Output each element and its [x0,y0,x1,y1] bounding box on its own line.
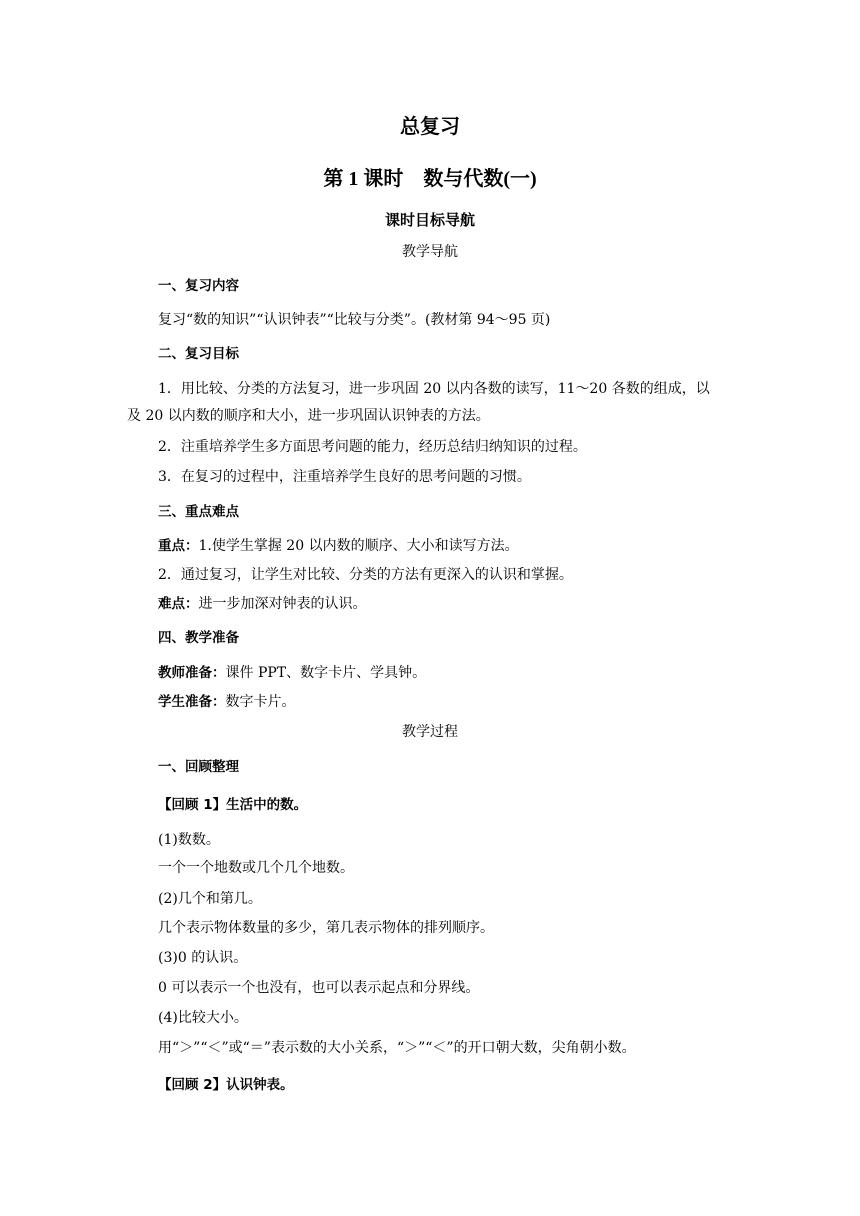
nav-heading: 课时目标导航 [384,211,475,229]
goal3: 3．在复习的过程中，注重培养学生良好的思考问题的习惯。 [158,469,531,485]
section1-heading: 一、复习内容 [158,278,239,294]
review-item2-title: (2)几个和第几。 [158,891,262,907]
section1-text: 复习“数的知识”“认识钟表”“比较与分类”。(教材第 94～95 页) [158,312,551,328]
review-item1-title: (1)数数。 [158,832,220,848]
review1-heading: 【回顾 1】生活中的数。 [158,797,308,813]
teaching-nav-label: 教学导航 [402,244,458,260]
review-item3-text: 0 可以表示一个也没有，也可以表示起点和分界线。 [158,980,480,996]
student-label: 学生准备： [158,694,226,710]
key-label: 重点： [158,538,199,554]
review-item1-text: 一个一个地数或几个几个地数。 [158,860,354,876]
goal2: 2．注重培养学生多方面思考问题的能力，经历总结归纳知识的过程。 [158,439,587,455]
teacher-text: 课件 PPT、数字卡片、学具钟。 [225,665,427,681]
review-item3-title: (3)0 的认识。 [158,950,248,966]
teacher-label: 教师准备： [158,665,226,681]
key-point [158,536,519,556]
section2-heading: 二、复习目标 [158,346,239,362]
difficulty [158,594,367,614]
lesson-title: 第 1 课时 数与代数(一) [323,168,537,190]
key-point-2: 2．通过复习，让学生对比较、分类的方法有更深入的认识和掌握。 [158,567,573,583]
student-prep [158,692,296,712]
difficulty-label: 难点： [158,596,199,612]
goal1-line1: 1．用比较、分类的方法复习，进一步巩固 20 以内各数的读写，11～20 各数的组成，以 [158,381,710,397]
review-heading: 一、回顾整理 [158,759,239,775]
review2-heading: 【回顾 2】认识钟表。 [158,1077,294,1093]
review-item4-text: 用“＞”“＜”或“＝”表示数的大小关系，“＞”“＜”的开口朝大数，尖角朝小数。 [158,1040,636,1056]
difficulty-text: 进一步加深对钟表的认识。 [198,596,367,612]
section3-heading: 三、重点难点 [158,504,239,520]
student-text: 数字卡片。 [225,694,296,710]
review-item2-text: 几个表示物体数量的多少，第几表示物体的排列顺序。 [158,920,494,936]
document-title: 总复习 [400,114,460,138]
process-heading: 教学过程 [402,724,458,740]
section4-heading: 四、教学准备 [158,630,239,646]
key-text: 1.使学生掌握 20 以内数的顺序、大小和读写方法。 [198,538,519,554]
goal1-line2: 及 20 以内数的顺序和大小，进一步巩固认识钟表的方法。 [127,408,490,424]
review-item4-title: (4)比较大小。 [158,1010,248,1026]
teacher-prep [158,663,426,683]
